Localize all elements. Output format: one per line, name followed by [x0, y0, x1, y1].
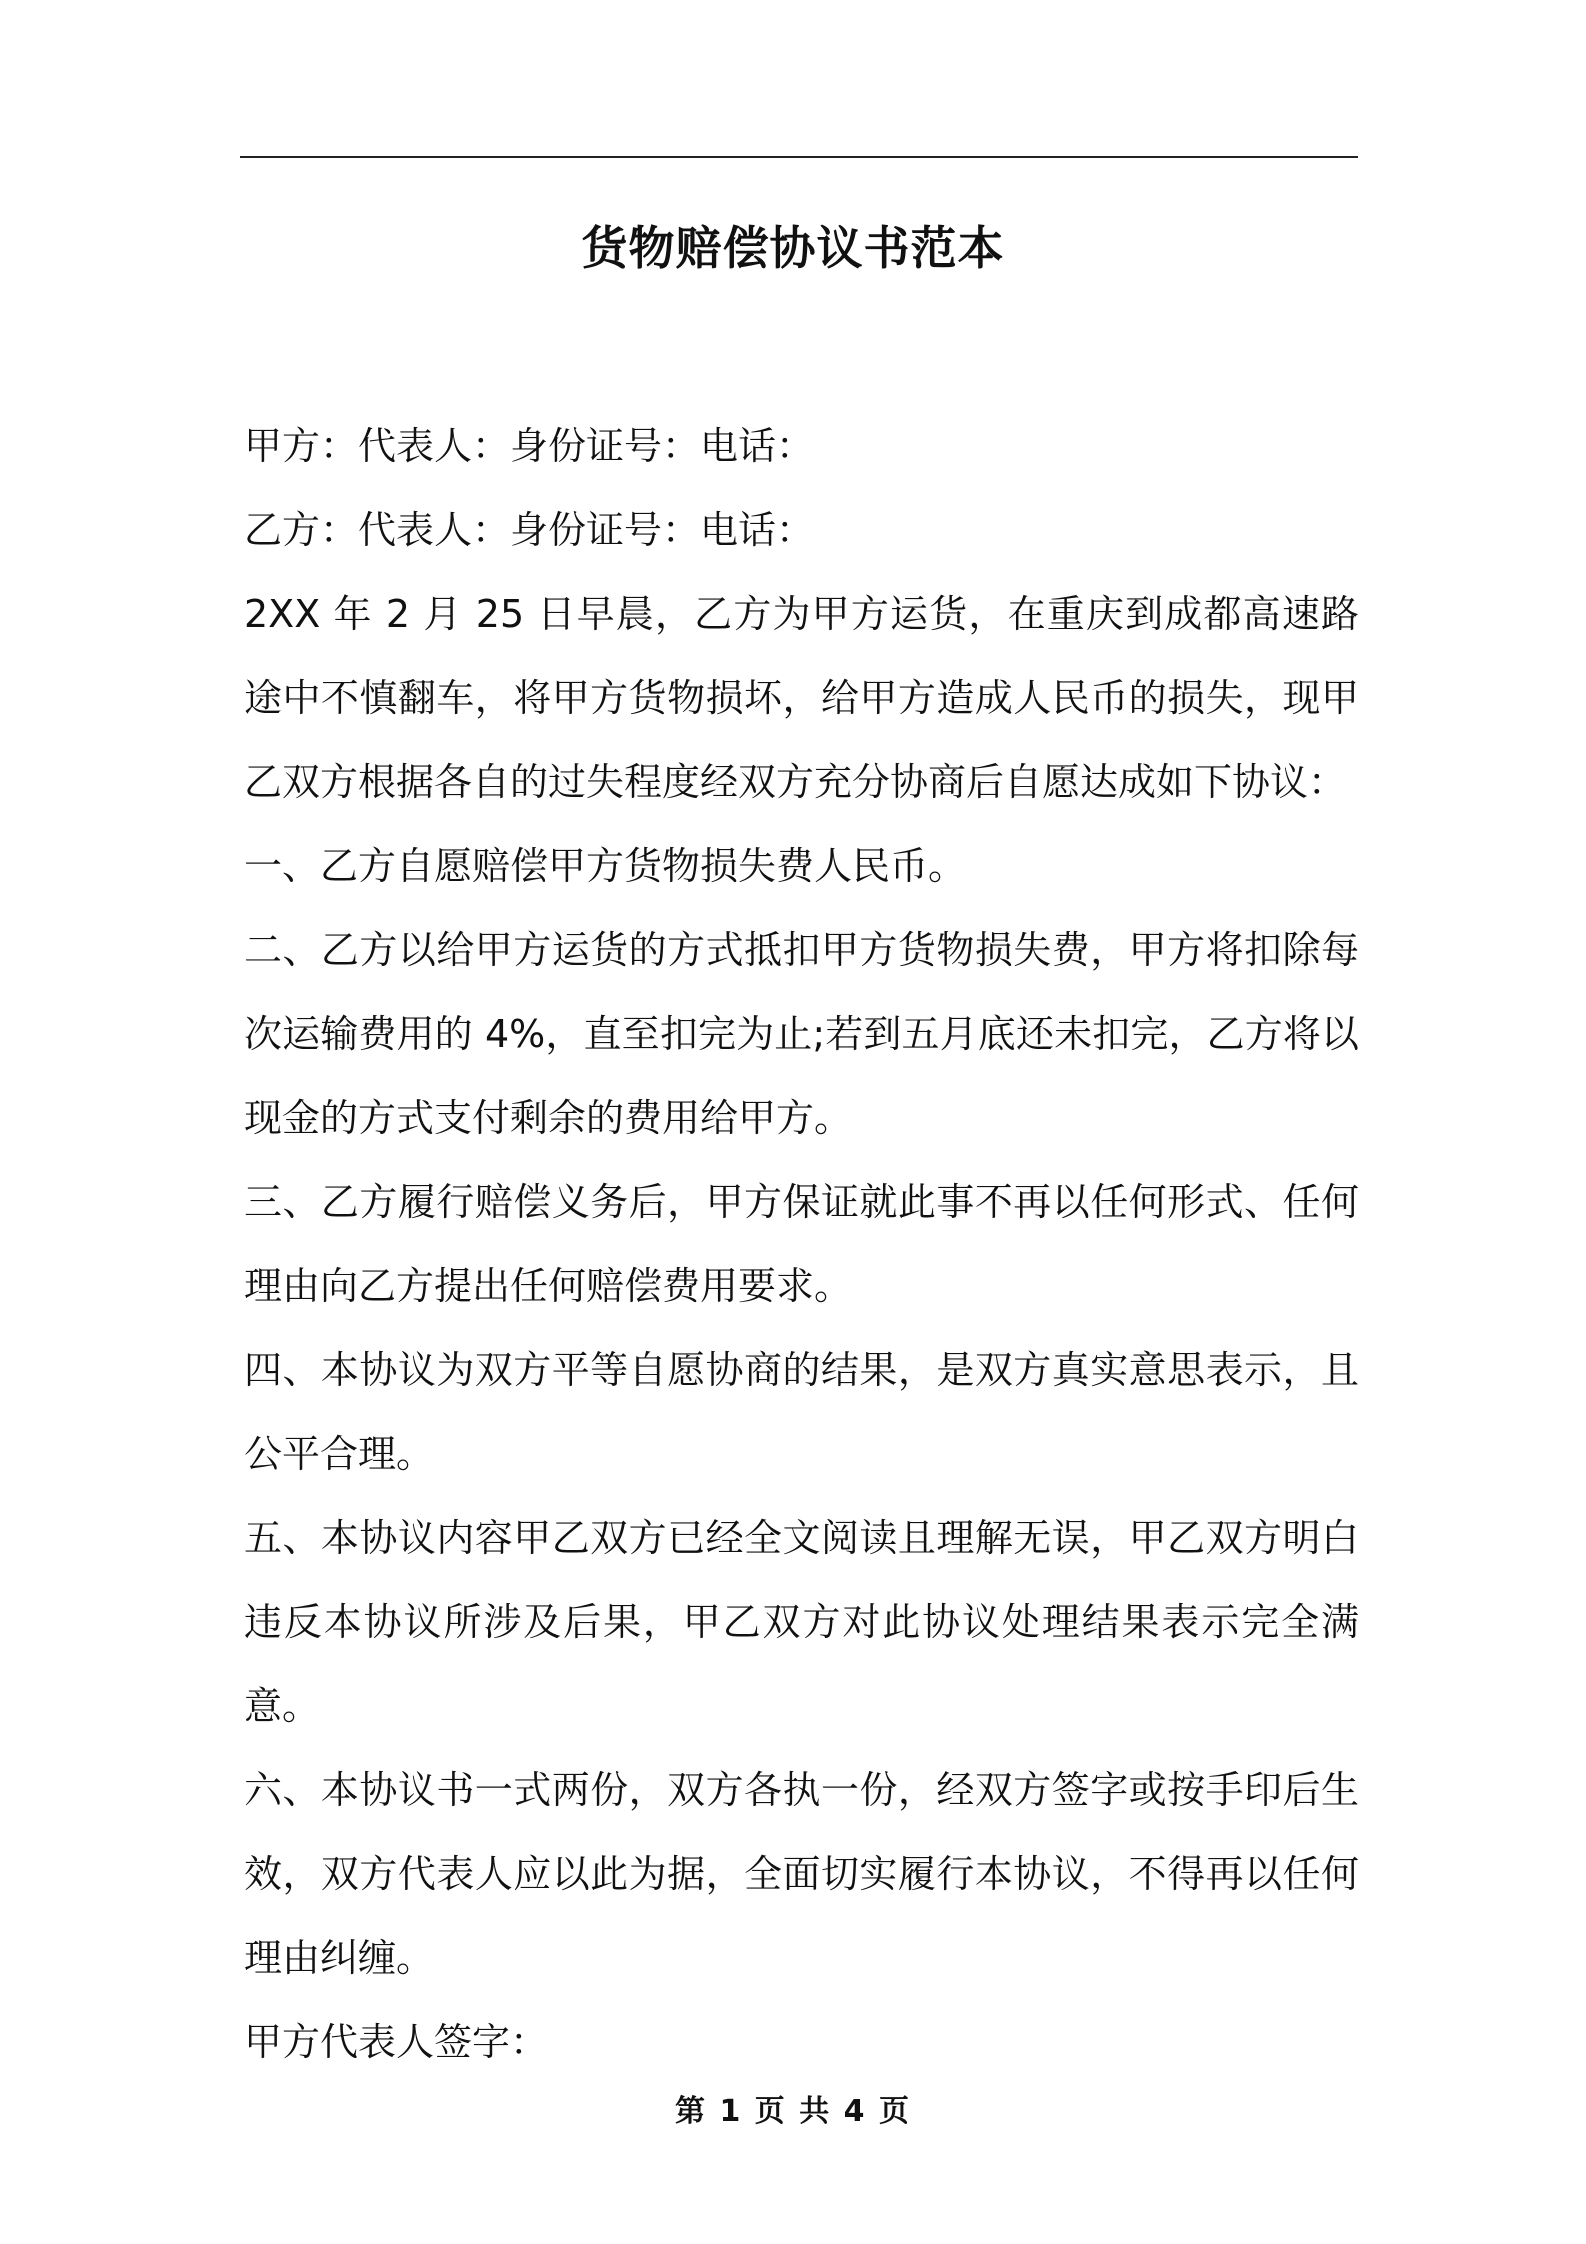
clause-4: 四、本协议为双方平等自愿协商的结果，是双方真实意思表示，且公平合理。	[244, 1348, 1359, 1476]
party-b-line: 乙方：代表人：身份证号：电话：	[244, 508, 815, 552]
clause-6: 六、本协议书一式两份，双方各执一份，经双方签字或按手印后生效，双方代表人应以此为据，全面切实履行本协议，不得再以任何理由纠缠。	[244, 1768, 1359, 1980]
clause-3: 三、乙方履行赔偿义务后，甲方保证就此事不再以任何形式、任何理由向乙方提出任何赔偿费用要求。	[244, 1180, 1359, 1308]
document-body	[244, 404, 1359, 2084]
party-a-line: 甲方：代表人：身份证号：电话：	[244, 424, 815, 468]
preamble-paragraph: 2XX 年 2 月 25 日早晨，乙方为甲方运货，在重庆到成都高速路途中不慎翻车，将甲方货物损坏，给甲方造成人民币的损失，现甲乙双方根据各自的过失程度经双方充分协商后自愿达成如下协议：	[244, 592, 1359, 804]
clause-1: 一、乙方自愿赔偿甲方货物损失费人民币。	[244, 844, 967, 888]
page-number: 第 1 页 共 4 页	[675, 2094, 911, 2129]
clause-2: 二、乙方以给甲方运货的方式抵扣甲方货物损失费，甲方将扣除每次运输费用的 4%，直至扣完为止;若到五月底还未扣完，乙方将以现金的方式支付剩余的费用给甲方。	[244, 928, 1359, 1140]
clause-5: 五、本协议内容甲乙双方已经全文阅读且理解无误，甲乙双方明白违反本协议所涉及后果，甲乙双方对此协议处理结果表示完全满意。	[244, 1516, 1359, 1728]
header-rule	[240, 156, 1358, 158]
document-title: 货物赔偿协议书范本	[581, 221, 1005, 275]
party-a-signature-line: 甲方代表人签字：	[244, 2020, 549, 2064]
